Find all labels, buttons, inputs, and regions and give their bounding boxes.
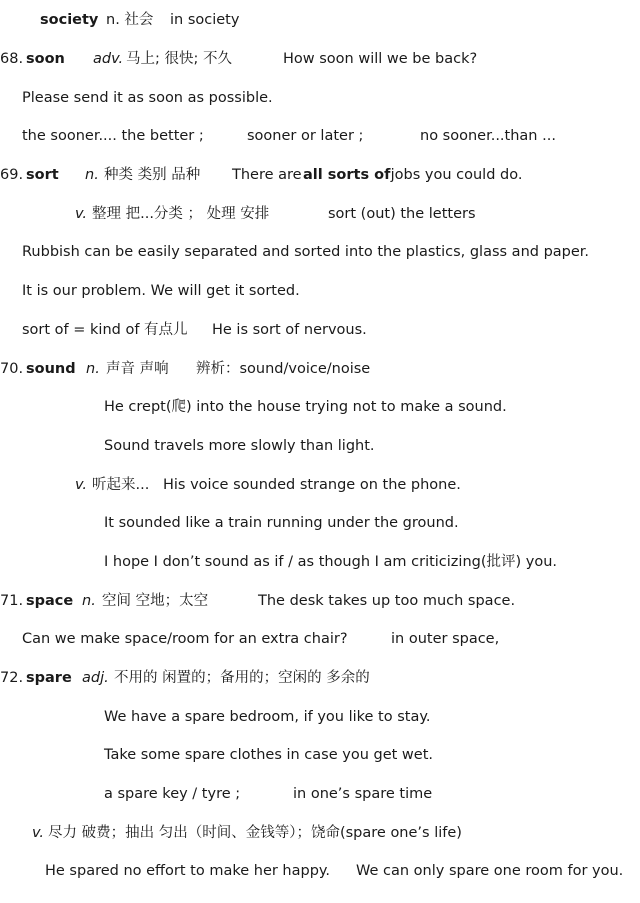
- text-segment: Rubbish can be easily separated and sorted into the plastics, glass and paper.: [22, 244, 590, 260]
- headword: society: [40, 12, 99, 28]
- part-of-speech: adv.: [93, 51, 124, 67]
- text-segment: There are: [232, 167, 307, 183]
- text-segment: 马上; 很快; 不久: [126, 51, 232, 67]
- text-segment: It sounded like a train running under the ground.: [104, 515, 459, 531]
- text-segment: 尽力 破费；抽出 匀出（时间、金钱等）；饶命(spare one’s life): [48, 825, 462, 841]
- text-segment: n. 社会: [106, 12, 154, 28]
- text-segment: How soon will we be back?: [283, 51, 478, 67]
- part-of-speech: adj.: [82, 670, 109, 686]
- text-segment: no sooner...than ...: [420, 128, 556, 144]
- text-segment: jobs you could do.: [386, 167, 523, 183]
- text-segment: the sooner.... the better ;: [22, 128, 204, 144]
- text-segment: in outer space,: [391, 631, 500, 647]
- text-segment: 69.: [0, 167, 28, 183]
- text-segment: in one’s spare time: [293, 786, 433, 802]
- text-segment: 不用的 闲置的；备用的；空闲的 多余的: [114, 670, 370, 686]
- text-segment: 70.: [0, 361, 28, 377]
- headword: space: [26, 593, 74, 609]
- text-segment: a spare key / tyre ;: [104, 786, 241, 802]
- text-segment: sort (out) the letters: [328, 206, 476, 222]
- text-segment: 整理 把...分类 ； 处理 安排: [92, 206, 270, 222]
- text-segment: His voice sounded strange on the phone.: [163, 477, 461, 493]
- text-segment: 71.: [0, 593, 28, 609]
- text-segment: 辨析：sound/voice/noise: [196, 361, 371, 377]
- part-of-speech: v.: [32, 825, 45, 841]
- text-segment: It is our problem. We will get it sorted.: [22, 283, 300, 299]
- text-segment: sort of = kind of 有点儿: [22, 322, 188, 338]
- text-segment: Take some spare clothes in case you get wet.: [104, 747, 433, 763]
- text-segment: The desk takes up too much space.: [258, 593, 516, 609]
- text-segment: He is sort of nervous.: [212, 322, 367, 338]
- text-segment: 听起来...: [92, 477, 150, 493]
- text-segment: Sound travels more slowly than light.: [104, 438, 375, 454]
- text-segment: We have a spare bedroom, if you like to stay.: [104, 709, 431, 725]
- text-segment: I hope I don’t sound as if / as though I am criticizing(批评) you.: [104, 554, 558, 570]
- text-segment: He spared no effort to make her happy.: [45, 863, 331, 879]
- headword: sort: [26, 167, 59, 183]
- part-of-speech: v.: [75, 477, 88, 493]
- text-segment: 空间 空地；太空: [102, 593, 209, 609]
- text-segment: in society: [170, 12, 240, 28]
- text-segment: 72.: [0, 670, 28, 686]
- text-segment: 种类 类别 品种: [104, 167, 201, 183]
- part-of-speech: n.: [85, 167, 99, 183]
- part-of-speech: n.: [86, 361, 100, 377]
- headword: spare: [26, 670, 72, 686]
- text-segment: Please send it as soon as possible.: [22, 90, 273, 106]
- headword: soon: [26, 51, 65, 67]
- text-segment: 68.: [0, 51, 28, 67]
- text-segment: We can only spare one room for you.: [356, 863, 624, 879]
- text-segment: sooner or later ;: [247, 128, 364, 144]
- text-segment: Can we make space/room for an extra chair?: [22, 631, 348, 647]
- part-of-speech: v.: [75, 206, 88, 222]
- headword: all sorts of: [303, 167, 391, 183]
- part-of-speech: n.: [82, 593, 96, 609]
- headword: sound: [26, 361, 76, 377]
- text-segment: 声音 声响: [106, 361, 169, 377]
- text-segment: He crept(爬) into the house trying not to make a sound.: [104, 399, 507, 415]
